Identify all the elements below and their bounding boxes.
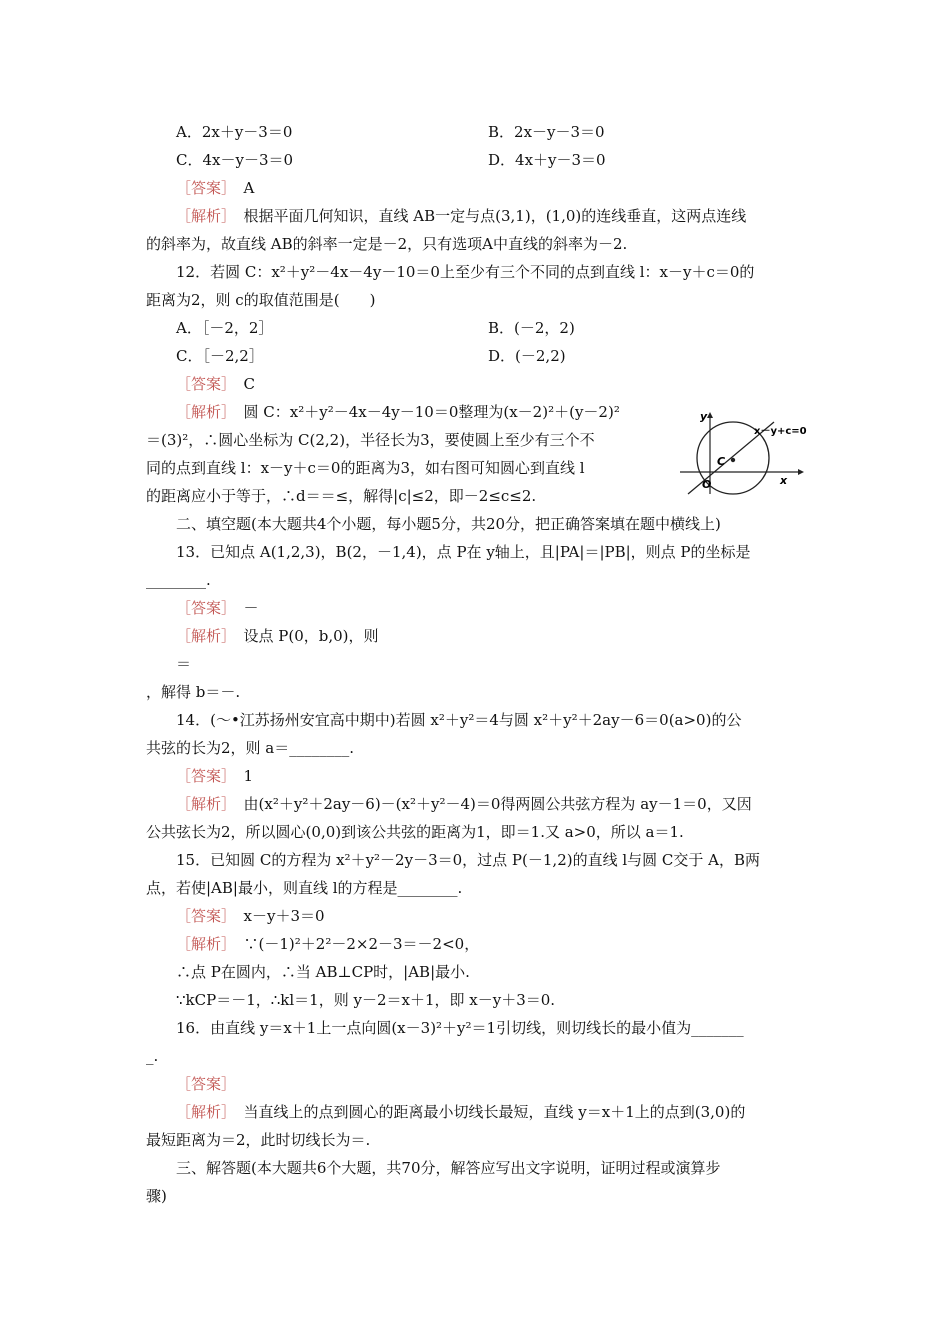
q16-answer: ［答案］	[176, 1075, 244, 1093]
q16-stem-line1: 16．由直线 y＝x＋1上一点向圆(x－3)²＋y²＝1引切线，则切线长的最小值为_______	[176, 1019, 744, 1037]
answer-tag: ［答案］	[176, 179, 244, 197]
q12-answer: ［答案］ C	[176, 375, 255, 393]
q15-stem-line2: 点，若使|AB|最小，则直线 l的方程是________.	[146, 879, 463, 897]
q14-analysis-line1: ［解析］ 由(x²＋y²＋2ay－6)－(x²＋y²－4)＝0得两圆公共弦方程为 ay－1＝0，又因	[176, 795, 752, 813]
q12-option-c: C．［－2,2］	[176, 347, 264, 365]
q12-analysis-line1: ［解析］ 圆 C：x²＋y²－4x－4y－10＝0整理为(x－2)²＋(y－2)²	[176, 403, 620, 421]
label-origin: O	[702, 478, 712, 491]
q15-answer: ［答案］ x－y＋3＝0	[176, 907, 325, 925]
q11-option-b: B．2x－y－3＝0	[488, 123, 605, 141]
label-x: x	[780, 474, 788, 487]
label-y: y	[700, 410, 708, 423]
section-3-title-line1: 三、解答题(本大题共6个大题，共70分，解答应写出文字说明，证明过程或演算步	[176, 1159, 721, 1177]
q13-stem-line1: 13．已知点 A(1,2,3)，B(2，－1,4)，点 P在 y轴上，且|PA|＝|PB|，则点 P的坐标是	[176, 543, 751, 561]
q12-option-b: B．(－2，2)	[488, 319, 575, 337]
q11-option-d: D．4x＋y－3＝0	[488, 151, 606, 169]
answer-value: A	[243, 179, 255, 197]
q13-analysis-line2: ＝	[176, 655, 192, 673]
q14-answer: ［答案］ 1	[176, 767, 254, 785]
q13-stem-line2: ________.	[146, 571, 211, 589]
q12-stem-line2: 距离为2，则 c的取值范围是( )	[146, 291, 376, 309]
q16-stem-line2: _.	[146, 1047, 159, 1065]
q11-option-c: C．4x－y－3＝0	[176, 151, 294, 169]
section-2-title: 二、填空题(本大题共4个小题，每小题5分，共20分，把正确答案填在题中横线上)	[176, 515, 721, 533]
section-3-title-line2: 骤)	[146, 1187, 167, 1205]
center-point	[731, 458, 735, 462]
q12-analysis-line4: 的距离应小于等于，∴d＝＝≤，解得|c|≤2，即－2≤c≤2.	[146, 487, 537, 505]
circle-line-figure	[676, 404, 808, 496]
q12-analysis-line2: ＝(3)²，∴圆心坐标为 C(2,2)，半径长为3，要使圆上至少有三个不	[146, 431, 595, 449]
q14-stem-line1: 14．(～•江苏扬州安宜高中期中)若圆 x²＋y²＝4与圆 x²＋y²＋2ay－6＝0(a>0)的公	[176, 711, 742, 729]
q12-option-d: D．(－2,2)	[488, 347, 566, 365]
q14-analysis-line2: 公共弦长为2，所以圆心(0,0)到该公共弦的距离为1，即＝1.又 a>0，所以 a＝1.	[146, 823, 684, 841]
q15-analysis-line1: ［解析］ ∵(－1)²＋2²－2×2－3＝－2<0，	[176, 935, 480, 953]
q13-analysis-line3: ，解得 b＝－.	[146, 683, 241, 701]
q15-analysis-line2: ∴点 P在圆内，∴当 AB⊥CP时，|AB|最小.	[176, 963, 470, 981]
q11-answer	[176, 178, 254, 198]
q16-analysis-line2: 最短距离为＝2，此时切线长为＝.	[146, 1131, 371, 1149]
q13-answer: ［答案］ －	[176, 599, 259, 617]
y-axis-arrow	[707, 412, 713, 418]
q15-stem-line1: 15．已知圆 C的方程为 x²＋y²－2y－3＝0，过点 P(－1,2)的直线 l与圆 C交于 A，B两	[176, 851, 761, 869]
q15-analysis-line3: ∵kCP＝－1，∴kl＝1，则 y－2＝x＋1，即 x－y＋3＝0.	[176, 991, 556, 1009]
q12-option-a: A．［－2，2］	[176, 319, 274, 337]
q16-analysis-line1: ［解析］ 当直线上的点到圆心的距离最小切线长最短，直线 y＝x＋1上的点到(3,0)的	[176, 1103, 746, 1121]
q13-analysis-line1: ［解析］ 设点 P(0，b,0)，则	[176, 627, 379, 645]
label-line-equation: x－y+c=0	[754, 426, 807, 437]
label-c: C	[717, 455, 726, 468]
q11-option-a: A．2x＋y－3＝0	[176, 123, 293, 141]
x-axis-arrow	[798, 469, 804, 475]
q14-stem-line2: 共弦的长为2，则 a＝________.	[146, 739, 355, 757]
q12-analysis-line3: 同的点到直线 l：x－y＋c＝0的距离为3，如右图可知圆心到直线 l	[146, 459, 585, 477]
q12-stem-line1: 12．若圆 C：x²＋y²－4x－4y－10＝0上至少有三个不同的点到直线 l：x－y＋c＝0的	[176, 263, 755, 281]
q11-analysis-line1: ［解析］ 根据平面几何知识，直线 AB一定与点(3,1)，(1,0)的连线垂直，这两点连线	[176, 207, 747, 225]
q11-analysis-line2: 的斜率为，故直线 AB的斜率一定是－2，只有选项A中直线的斜率为－2.	[146, 235, 628, 253]
analysis-tag: ［解析］	[176, 207, 244, 225]
